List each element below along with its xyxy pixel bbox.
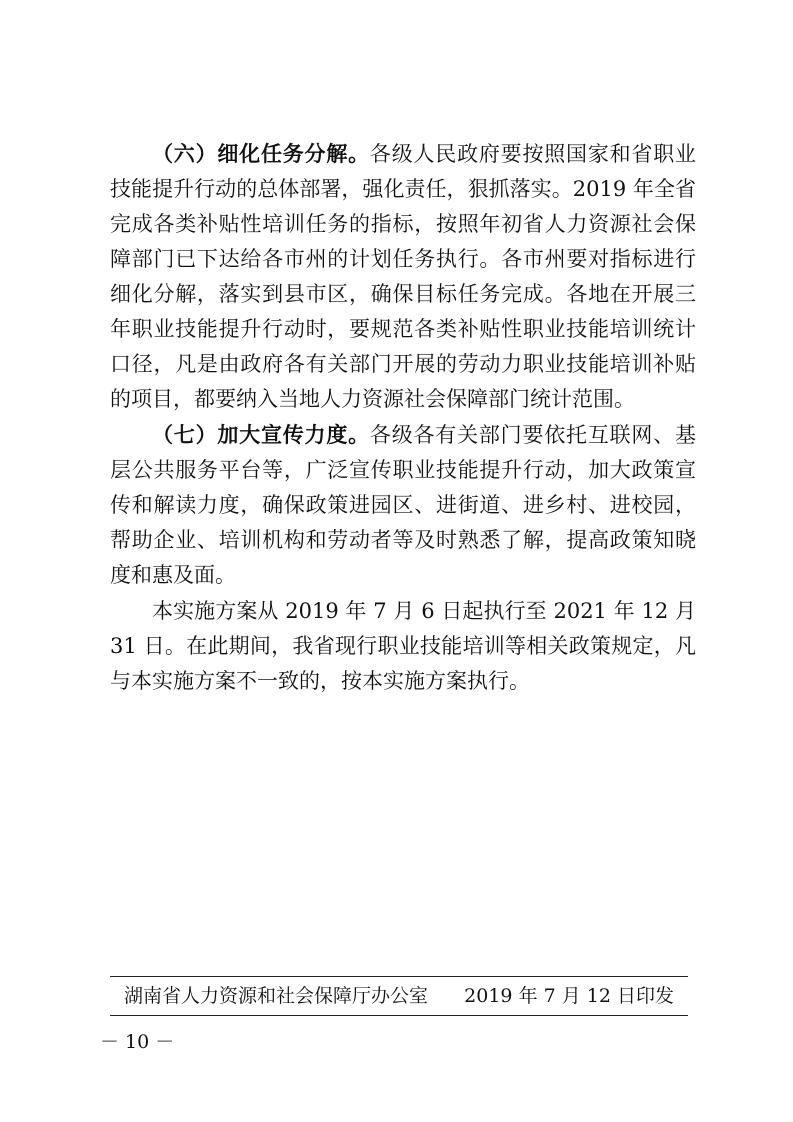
paragraph-task-breakdown [110, 136, 696, 417]
paragraph-heading: （六）细化任务分解。 [152, 141, 370, 166]
paragraph-text: 本实施方案从 2019 年 7 月 6 日起执行至 2021 年 12 月 31 日。在此期间，我省现行职业技能培训等相关政策规定，凡与本实施方案不一致的，按本实施方案执行。 [110, 599, 696, 693]
issuing-office: 湖南省人力资源和社会保障厅办公室 [124, 985, 429, 1007]
footer-bottom-rule [110, 1015, 688, 1016]
paragraph-text: 各级人民政府要按照国家和省职业技能提升行动的总体部署，强化责任，狠抓落实。2019 年全省完成各类补贴性培训任务的指标，按照年初省人力资源社会保障部门已下达给各市州的计划任务执行。各市州要对指标进行细化分解，落实到县市区，确保目标任务完成。各地在开展三年职业技能提升行动时，要规范各类补贴性职业技能培训统计口径，凡是由政府各有关部门开展的劳动力职业技能培训补贴的项目，都要纳入当地人力资源社会保障部门统计范围。 [110, 142, 697, 411]
paragraph-publicity [110, 417, 696, 593]
footer-top-rule [110, 976, 688, 977]
body-text [110, 136, 696, 699]
paragraph-text: 各级各有关部门要依托互联网、基层公共服务平台等，广泛宣传职业技能提升行动，加大政策宣传和解读力度，确保政策进园区、进街道、进乡村、进校园，帮助企业、培训机构和劳动者等及时熟悉了解，提高政策知晓度和惠及面。 [110, 423, 697, 587]
issuance-footer [110, 980, 688, 1012]
paragraph-effective-period [110, 593, 696, 699]
issue-date: 2019 年 7 月 12 日印发 [464, 985, 674, 1007]
paragraph-heading: （七）加大宣传力度。 [152, 422, 370, 447]
page-number: － 10 － [100, 1031, 175, 1053]
